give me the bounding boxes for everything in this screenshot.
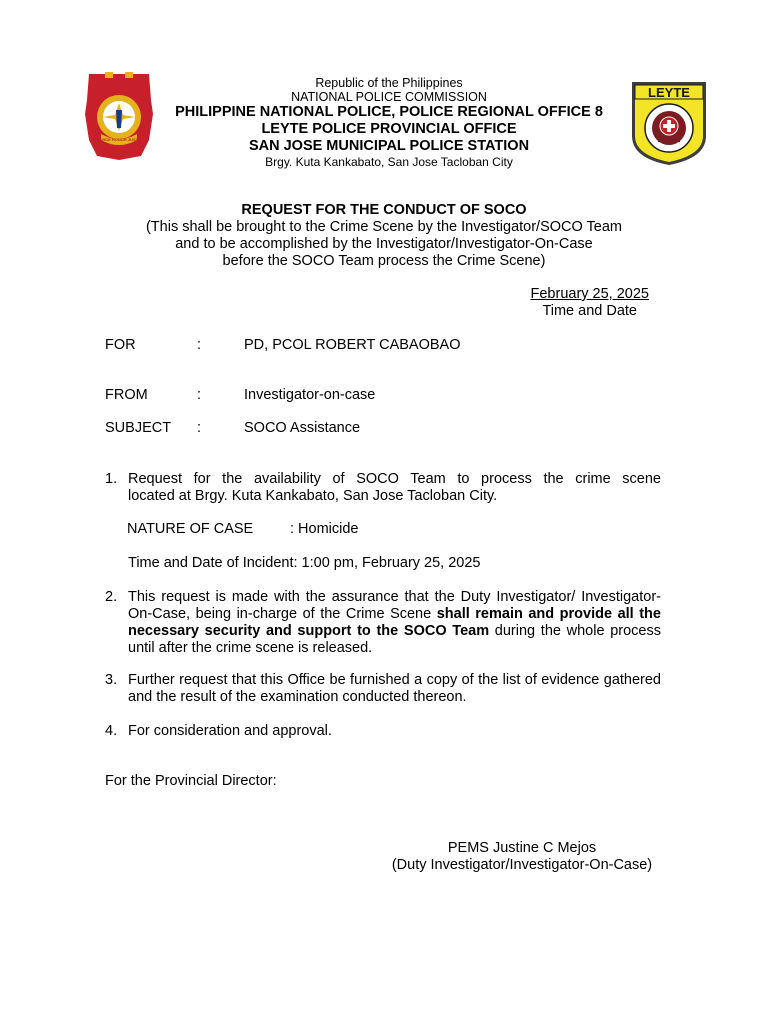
item-4-number: 4. (105, 723, 118, 739)
subject-colon: : (197, 420, 202, 436)
header-line-pnp: PHILIPPINE NATIONAL POLICE, POLICE REGIONAL OFFICE 8 (175, 104, 603, 120)
item-2-number: 2. (105, 589, 118, 605)
header-line-station: SAN JOSE MUNICIPAL POLICE STATION (248, 138, 530, 154)
item-4-paragraph: For consideration and approval. (128, 723, 332, 739)
closing-line: For the Provincial Director: (105, 773, 277, 789)
from-colon: : (197, 387, 202, 403)
header-line-republic: Republic of the Philippines (315, 76, 463, 90)
from-value: Investigator-on-case (244, 387, 376, 403)
seal-motto-text: SERVICE HONOR JUSTICE (93, 137, 145, 142)
item-1-line-2: located at Brgy. Kuta Kankabato, San Jose Tacloban City. (128, 488, 498, 504)
for-value: PD, PCOL ROBERT CABAOBAO (244, 337, 461, 353)
item-2-paragraph (128, 589, 661, 657)
header-line-provincial: LEYTE POLICE PROVINCIAL OFFICE (261, 121, 517, 137)
title-subline-2: and to be accomplished by the Investigator/Investigator-On-Case (175, 236, 593, 252)
document-title: REQUEST FOR THE CONDUCT OF SOCO (241, 202, 527, 218)
item-3-number: 3. (105, 672, 118, 688)
incident-time-date: Time and Date of Incident: 1:00 pm, February 25, 2025 (128, 555, 481, 571)
subject-value: SOCO Assistance (244, 420, 361, 436)
for-label: FOR (105, 337, 136, 353)
subject-label: SUBJECT (105, 420, 172, 436)
signatory-title: (Duty Investigator/Investigator-On-Case) (391, 857, 653, 873)
document-date: February 25, 2025 (530, 286, 649, 302)
item-1-line-1: Request for the availability of SOCO Team to process the crime scene (128, 471, 661, 487)
date-label: Time and Date (542, 303, 637, 319)
title-subline-3: before the SOCO Team process the Crime Scene) (222, 253, 546, 269)
title-subline-1: (This shall be brought to the Crime Scene by the Investigator/SOCO Team (145, 219, 623, 235)
header-address: Brgy. Kuta Kankabato, San Jose Tacloban City (265, 155, 513, 169)
item-2-text-a: This request is made with the assurance that the Duty Investigator/ Investigator-On-Case, being in-charge of the Crime Scene (128, 589, 661, 622)
item-1-number: 1. (105, 471, 118, 487)
item-2-text-bold: shall remain and provide all the necessary security and support to the SOCO Team (128, 606, 661, 639)
signatory-name: PEMS Justine C Mejos (447, 840, 597, 856)
nature-of-case-label: NATURE OF CASE (127, 521, 254, 537)
from-label: FROM (105, 387, 148, 403)
for-colon: : (197, 337, 202, 353)
leyte-banner-text: LEYTE (648, 85, 690, 100)
item-3-paragraph: Further request that this Office be furnished a copy of the list of evidence gathered and the result of the examination conducted thereon. (128, 672, 661, 705)
header-line-napolcom: NATIONAL POLICE COMMISSION (291, 90, 487, 104)
item-2-text-b: during the whole process until after the crime scene is released. (128, 623, 661, 656)
nature-of-case-value: : Homicide (290, 521, 359, 537)
